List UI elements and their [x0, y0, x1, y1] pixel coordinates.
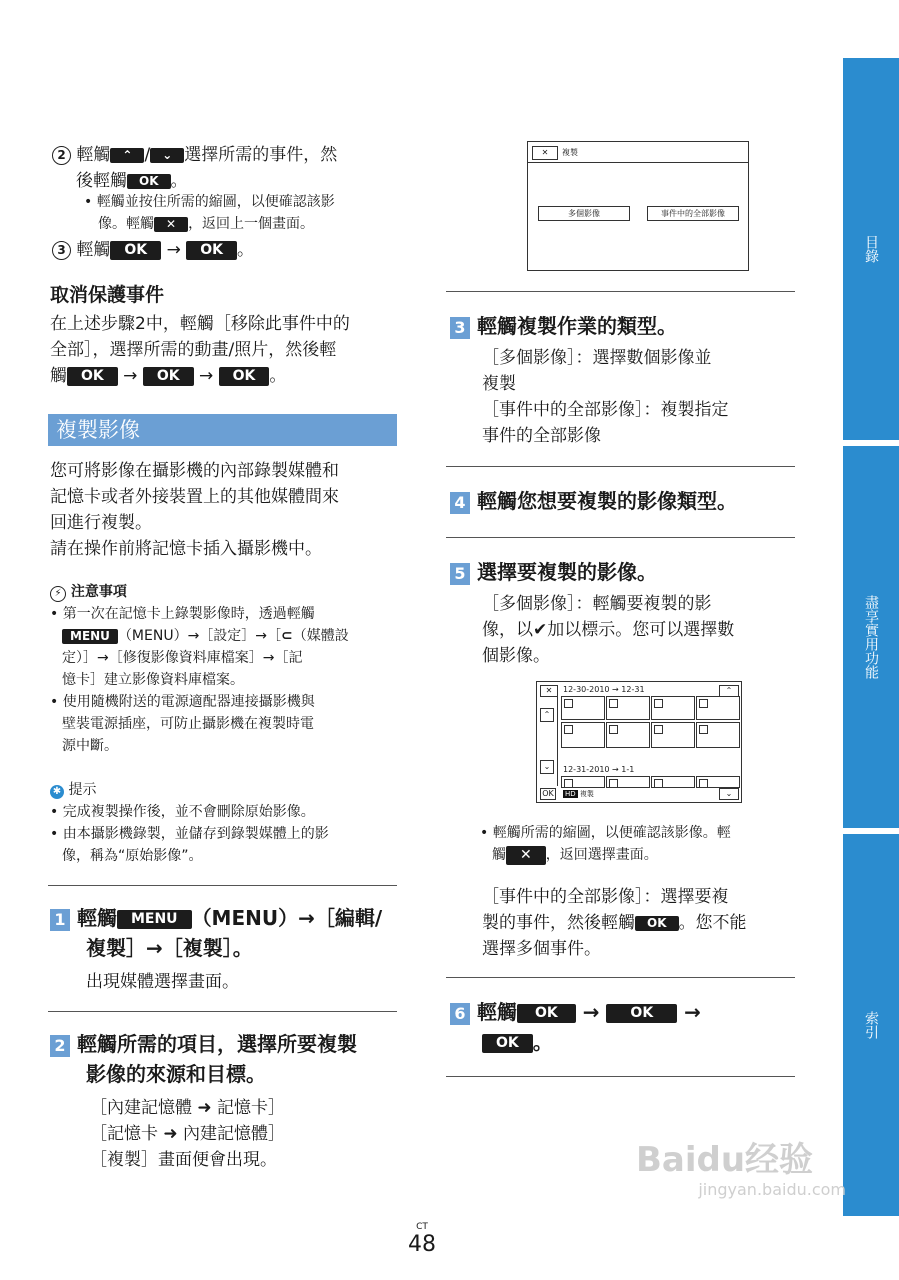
step1: 1 輕觸 MENU （MENU）→［編輯/ 複製］→［複製］。 出現媒體選擇畫面。	[50, 903, 382, 995]
ok-button[interactable]: OK	[482, 1034, 533, 1053]
sidetab-contents[interactable]: 目錄	[843, 58, 899, 440]
thumbnail[interactable]	[606, 722, 650, 748]
close-button[interactable]: ✕	[532, 146, 558, 160]
step2: 2 輕觸所需的項目，選擇所要複製 影像的來源和目標。 ［內建記憶體 ➜ 記憶卡］ ［記憶卡 ➜ 內建記憶體］ ［複製］畫面便會出現。	[50, 1029, 357, 1173]
menu-button[interactable]: MENU	[117, 910, 192, 929]
divider	[446, 466, 795, 467]
section-title: 複製影像	[48, 414, 397, 446]
copy-screen-2: ✕ 12-30-2010 → 12-31 ⌃ ⌃ ⌄ 12-31-2010 → 1-1 OK HD 複製 ⌄	[536, 681, 742, 803]
ok-button[interactable]: OK	[186, 241, 237, 260]
sidetab-features[interactable]: 盡享實用功能	[843, 446, 899, 828]
ok-button[interactable]: OK	[635, 916, 679, 931]
step5: 5 選擇要複製的影像。 ［多個影像］：輕觸要複製的影 像，以✔加以標示。您可以選擇數 個影像。	[450, 557, 734, 669]
intro-text: 您可將影像在攝影機的內部錄製媒體和 記憶卡或者外接裝置上的其他媒體間來 回進行複製。 請在操作前將記憶卡插入攝影機中。	[50, 461, 339, 559]
close-button[interactable]: ✕	[540, 685, 558, 697]
ok-button[interactable]: OK	[127, 174, 171, 189]
down-button[interactable]: ⌄	[150, 148, 184, 163]
step5-event-text: ［事件中的全部影像］：選擇要複 製的事件，然後輕觸 OK 。您不能 選擇多個事件。	[482, 887, 747, 959]
caution-block: ⚡ 注意事項 • 第一次在記憶卡上錄製影像時，透過輕觸 MENU （MENU）→［設定］→［⊂（媒體設 定）］→［修復影像資料庫檔案］→［記 憶卡］建立影像資料庫檔案。 • 使用隨機附送的電源適配器連接攝影機與 壁裝電源插座，可防止攝影機在複製時電 源中斷。	[50, 584, 349, 754]
close-button[interactable]: ✕	[506, 846, 546, 865]
divider	[446, 537, 795, 538]
step6: 6 輕觸 OK → OK → OK 。	[450, 997, 701, 1057]
step3-line: 3 輕觸 OK → OK 。	[52, 237, 254, 263]
divider	[446, 977, 795, 978]
thumbnail[interactable]	[651, 696, 695, 720]
caution-icon: ⚡	[50, 586, 66, 602]
thumbnail[interactable]	[606, 776, 650, 788]
step5-bullet: • 輕觸所需的縮圖，以便確認該影像。輕 觸 ✕ ，返回選擇畫面。	[480, 825, 731, 863]
close-button[interactable]: ✕	[154, 217, 188, 232]
scroll-up-button[interactable]: ⌃	[540, 708, 554, 722]
copy-screen-1: ✕ 複製 多個影像 事件中的全部影像	[527, 141, 749, 271]
step4: 4 輕觸您想要複製的影像類型。	[450, 486, 737, 516]
thumbnail[interactable]	[696, 722, 740, 748]
ok-button[interactable]: OK	[540, 788, 556, 800]
step2-line1: 2 輕觸 ⌃ / ⌄ 選擇所需的事件，然	[52, 142, 337, 168]
divider	[446, 1076, 795, 1077]
ok-button[interactable]: OK	[143, 367, 194, 386]
page-number: CT 48	[408, 1222, 436, 1257]
cancel-text: 在上述步驟2中，輕觸［移除此事件中的 全部］，選擇所需的動畫/照片，然後輕 觸 OK → OK → OK 。	[50, 314, 350, 386]
menu-button[interactable]: MENU	[62, 629, 118, 644]
ok-button[interactable]: OK	[219, 367, 270, 386]
scroll-bottom-button[interactable]: ⌄	[719, 788, 739, 800]
ok-button[interactable]: OK	[517, 1004, 576, 1023]
thumbnail[interactable]	[606, 696, 650, 720]
thumbnail[interactable]	[561, 722, 605, 748]
scroll-down-button[interactable]: ⌄	[540, 760, 554, 774]
multiple-images-button[interactable]: 多個影像	[538, 206, 630, 221]
divider	[48, 1011, 397, 1012]
step3: 3 輕觸複製作業的類型。 ［多個影像］：選擇數個影像並 複製 ［事件中的全部影像］：複製指定 事件的全部影像	[450, 311, 729, 449]
bullet1: • 輕觸並按住所需的縮圖，以便確認該影 像。輕觸 ✕ ，返回上一個畫面。	[84, 194, 335, 232]
divider	[48, 885, 397, 886]
step2-line2: 後輕觸 OK 。	[76, 171, 188, 191]
thumbnail[interactable]	[651, 722, 695, 748]
scroll-top-button[interactable]: ⌃	[719, 685, 739, 697]
thumbnail[interactable]	[561, 696, 605, 720]
ok-button[interactable]: OK	[67, 367, 118, 386]
thumbnail[interactable]	[651, 776, 695, 788]
cancel-heading: 取消保護事件	[50, 284, 165, 306]
media-icon: ⊂	[281, 628, 293, 644]
thumbnail[interactable]	[696, 776, 740, 788]
thumbnail[interactable]	[696, 696, 740, 720]
ok-button[interactable]: OK	[110, 241, 161, 260]
ok-button[interactable]: OK	[606, 1004, 677, 1023]
tip-icon: ✱	[50, 785, 64, 799]
thumbnail[interactable]	[561, 776, 605, 788]
sidetab-index[interactable]: 索引	[843, 834, 899, 1216]
watermark: Baidu经验 jingyan.baidu.com	[636, 1140, 846, 1199]
up-button[interactable]: ⌃	[110, 148, 144, 163]
all-event-images-button[interactable]: 事件中的全部影像	[647, 206, 739, 221]
tip-block: ✱ 提示 • 完成複製操作後，並不會刪除原始影像。 • 由本攝影機錄製，並儲存到錄製媒體上的影 像，稱為“原始影像”。	[50, 782, 329, 864]
divider	[446, 291, 795, 292]
